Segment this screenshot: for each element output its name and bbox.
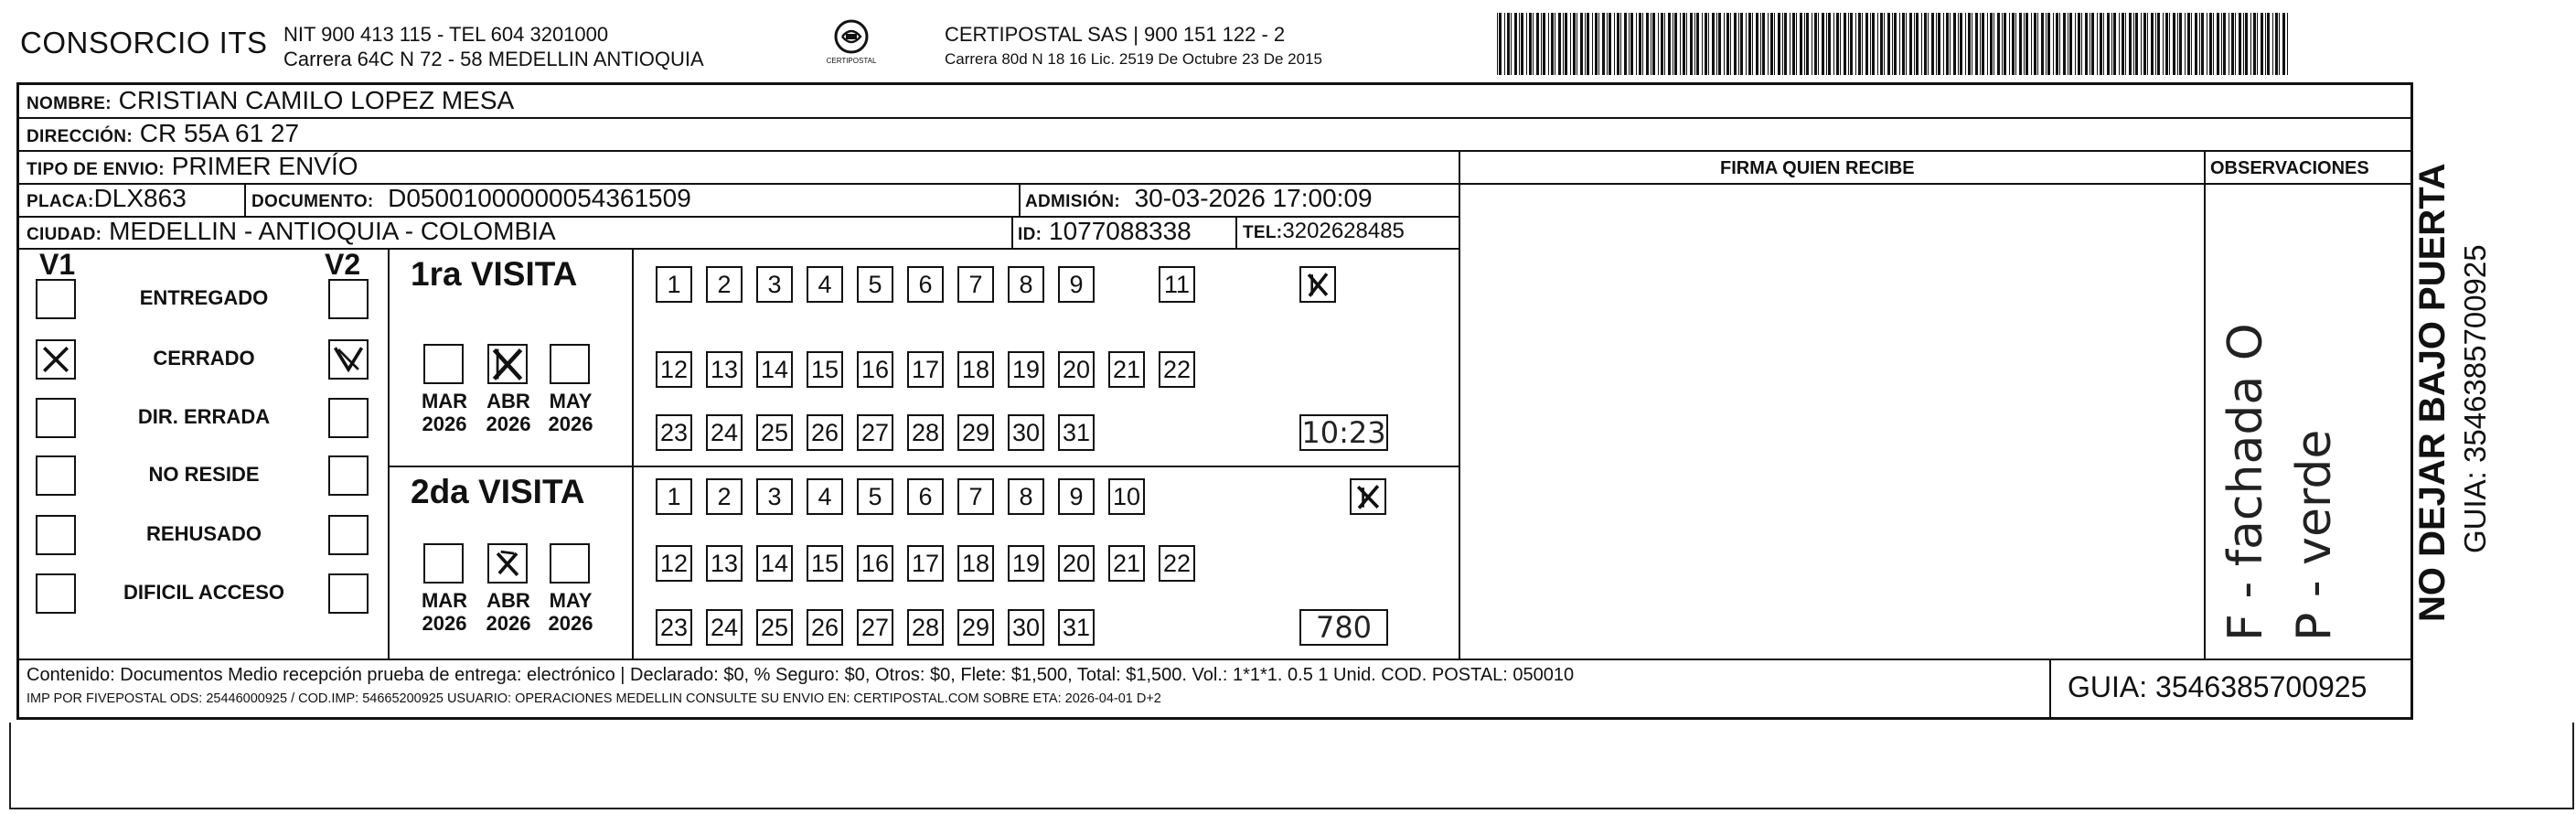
day-box[interactable]: 29 <box>957 609 994 646</box>
company-info <box>283 22 704 71</box>
month-name: MAR <box>421 390 468 412</box>
v2-checkbox[interactable] <box>328 339 369 380</box>
day-box[interactable]: 17 <box>907 545 944 582</box>
month-name: ABR <box>486 390 530 412</box>
observaciones-label: OBSERVACIONES <box>2210 158 2369 178</box>
day-box[interactable]: 13 <box>706 351 743 388</box>
day-box[interactable]: 26 <box>807 609 843 646</box>
month-checkbox[interactable] <box>423 344 464 384</box>
company-nit: NIT 900 413 115 - TEL 604 3201000 <box>283 23 609 46</box>
v1-checkbox[interactable] <box>36 279 76 319</box>
placa-field <box>27 184 187 213</box>
month-year: 2026 <box>422 612 467 635</box>
day-box[interactable]: 11 <box>1159 266 1195 303</box>
month-checkbox[interactable] <box>550 344 590 384</box>
day-box[interactable]: 9 <box>1058 266 1095 303</box>
month-label <box>476 589 540 635</box>
certipostal-logo-icon <box>818 16 884 75</box>
firma-quien-recibe-label: FIRMA QUIEN RECIBE <box>1720 158 1915 178</box>
day-box[interactable]: 20 <box>1058 545 1095 582</box>
month-year: 2026 <box>548 412 593 435</box>
v1-header: V1 <box>39 248 76 281</box>
cross-mark-icon <box>37 341 74 378</box>
tel-value: 3202628485 <box>1282 219 1405 243</box>
cross-mark-icon <box>1352 480 1384 513</box>
month-name: MAY <box>549 390 593 412</box>
logo-caption: CERTIPOSTAL <box>826 57 877 65</box>
tipo-envio-value: PRIMER ENVÍO <box>171 152 358 180</box>
day-box[interactable]: 18 <box>957 545 994 582</box>
day-box[interactable]: 23 <box>656 609 692 646</box>
month-name: MAR <box>421 589 468 612</box>
company-name: CONSORCIO ITS <box>20 26 268 59</box>
tel-field <box>1243 219 1405 244</box>
month-label <box>539 589 603 635</box>
side-guia: GUIA: 3546385700925 <box>2458 244 2492 553</box>
day-box[interactable]: 15 <box>807 545 843 582</box>
day-box[interactable]: 8 <box>1008 478 1044 515</box>
visit2-title: 2da VISITA <box>411 473 585 510</box>
day-box[interactable]: 3 <box>756 478 793 515</box>
nombre-label: NOMBRE: <box>27 94 112 113</box>
day-box[interactable]: 5 <box>857 266 893 303</box>
visit2-time: 780 <box>1315 610 1373 645</box>
day-box[interactable]: 6 <box>907 266 944 303</box>
admision-field <box>1025 184 1373 213</box>
status-option-label: DIFICIL ACCESO <box>123 581 284 604</box>
cross-mark-icon <box>489 346 526 382</box>
tipo-envio-field <box>27 152 358 181</box>
admision-value: 30-03-2026 17:00:09 <box>1134 184 1373 212</box>
certipostal-info <box>945 22 1322 71</box>
v1-checkbox[interactable] <box>36 339 76 380</box>
id-field <box>1018 217 1192 246</box>
v1-checkbox[interactable] <box>36 573 76 614</box>
status-option-label: REHUSADO <box>146 522 262 545</box>
month-checkbox[interactable] <box>550 543 590 584</box>
side-warning: NO DEJAR BAJO PUERTA <box>2412 163 2453 622</box>
status-option-label: DIR. ERRADA <box>137 405 271 428</box>
cross-mark-icon <box>1301 268 1334 301</box>
day-box[interactable]: 9 <box>1058 478 1095 515</box>
month-label <box>476 390 540 435</box>
day-box[interactable]: 15 <box>807 351 843 388</box>
day-box[interactable]: 16 <box>857 545 893 582</box>
ciudad-field <box>27 217 556 246</box>
month-name: MAY <box>549 589 593 612</box>
direccion-field <box>27 119 299 148</box>
day-box[interactable]: 14 <box>756 351 793 388</box>
month-name: ABR <box>486 589 530 612</box>
ciudad-value: MEDELLIN - ANTIOQUIA - COLOMBIA <box>109 217 556 245</box>
status-option-label: CERRADO <box>153 347 255 370</box>
day-box[interactable]: 27 <box>857 414 893 451</box>
v2-checkbox[interactable] <box>328 398 369 438</box>
day-box[interactable]: 20 <box>1058 351 1095 388</box>
nombre-field <box>27 86 514 115</box>
v1-checkbox[interactable] <box>36 455 76 496</box>
day-box[interactable]: 16 <box>857 351 893 388</box>
placa-label: PLACA: <box>27 192 94 211</box>
month-label <box>412 589 476 635</box>
day-box[interactable]: 22 <box>1159 545 1195 582</box>
day-box[interactable]: 7 <box>957 266 994 303</box>
visit1-time-box <box>1299 414 1388 451</box>
day-box[interactable]: 22 <box>1159 351 1195 388</box>
footer-content-line: Contenido: Documentos Medio recepción prueba de entrega: electrónico | Declarado: $0, % Seguro: $0, Otros: $0, Flete: $1,500, Total: $1,500. Vol.: 1*1*1. 0.5 1 Unid. COD. POSTAL: 050010 <box>27 665 1575 685</box>
check-mark-icon <box>330 341 367 378</box>
ciudad-label: CIUDAD: <box>27 225 102 244</box>
direccion-value: CR 55A 61 27 <box>139 119 300 147</box>
day-box[interactable]: 25 <box>756 414 793 451</box>
month-year: 2026 <box>422 412 467 435</box>
day-box[interactable]: 4 <box>807 266 843 303</box>
company-address: Carrera 64C N 72 - 58 MEDELLIN ANTIOQUIA <box>283 48 704 70</box>
day-box[interactable]: 13 <box>706 545 743 582</box>
day-box[interactable]: 10 <box>1108 478 1145 515</box>
v2-header: V2 <box>325 248 361 281</box>
day-box[interactable]: 4 <box>807 478 843 515</box>
day-box[interactable]: 31 <box>1058 609 1095 646</box>
day-box[interactable]: 14 <box>756 545 793 582</box>
day-box[interactable]: 1 <box>656 266 692 303</box>
placa-value: DLX863 <box>93 184 187 212</box>
footer-guia: GUIA: 3546385700925 <box>2068 670 2368 703</box>
visit1-time: 10:23 <box>1301 415 1386 450</box>
day-box[interactable]: 28 <box>907 414 944 451</box>
v2-checkbox[interactable] <box>328 515 369 555</box>
day-box[interactable]: 12 <box>656 351 692 388</box>
certipostal-license: Carrera 80d N 18 16 Lic. 2519 De Octubre 23 De 2015 <box>945 50 1322 68</box>
day-box[interactable]: 1 <box>656 478 692 515</box>
day-box[interactable]: 31 <box>1058 414 1095 451</box>
day-box[interactable]: 23 <box>656 414 692 451</box>
id-label: ID: <box>1018 225 1042 244</box>
id-value: 1077088338 <box>1049 217 1192 245</box>
day-box[interactable]: 24 <box>706 414 743 451</box>
visit1-title: 1ra VISITA <box>411 255 578 293</box>
day-box[interactable]: 19 <box>1008 351 1044 388</box>
day-box[interactable]: 30 <box>1008 414 1044 451</box>
day-box[interactable]: 27 <box>857 609 893 646</box>
footer-imp-line: IMP POR FIVEPOSTAL ODS: 25446000925 / COD.IMP: 54665200925 USUARIO: OPERACIONES MEDELLIN CONSULTE SU ENVIO EN: CERTIPOSTAL.COM SOBRE ETA: 2026-04-01 D+2 <box>27 691 1161 706</box>
month-year: 2026 <box>486 612 531 635</box>
documento-label: DOCUMENTO: <box>251 192 374 211</box>
status-option-label: NO RESIDE <box>148 463 260 486</box>
day-box[interactable]: 28 <box>907 609 944 646</box>
tel-label: TEL: <box>1243 223 1283 242</box>
v2-checkbox[interactable] <box>328 573 369 614</box>
v1-checkbox[interactable] <box>36 515 76 555</box>
day-box[interactable]: 12 <box>656 545 692 582</box>
documento-field <box>251 184 691 213</box>
day-box[interactable]: 17 <box>907 351 944 388</box>
month-checkbox[interactable] <box>487 543 528 584</box>
day-box[interactable]: 26 <box>807 414 843 451</box>
v1-checkbox[interactable] <box>36 398 76 438</box>
nombre-value: CRISTIAN CAMILO LOPEZ MESA <box>118 86 515 114</box>
month-checkbox[interactable] <box>487 344 528 384</box>
cross-mark-icon <box>489 545 526 582</box>
day-box[interactable]: 21 <box>1108 351 1145 388</box>
certipostal-nit: CERTIPOSTAL SAS | 900 151 122 - 2 <box>945 23 1286 46</box>
month-label <box>539 390 603 435</box>
day-box[interactable]: 18 <box>957 351 994 388</box>
barcode <box>1497 13 2288 75</box>
visit2-day-11[interactable] <box>1350 478 1386 515</box>
v2-checkbox[interactable] <box>328 455 369 496</box>
day-box[interactable]: 25 <box>756 609 793 646</box>
label-outer-border <box>9 723 2574 809</box>
delivery-form <box>16 82 2413 720</box>
direccion-label: DIRECCIÓN: <box>27 127 133 146</box>
month-label <box>412 390 476 435</box>
day-box[interactable]: 19 <box>1008 545 1044 582</box>
day-box[interactable]: 6 <box>907 478 944 515</box>
day-box[interactable]: 8 <box>1008 266 1044 303</box>
day-box[interactable]: 21 <box>1108 545 1145 582</box>
tipo-envio-label: TIPO DE ENVIO: <box>27 160 165 179</box>
day-box[interactable]: 2 <box>706 478 743 515</box>
day-box[interactable]: 24 <box>706 609 743 646</box>
observaciones-note-2: P - verde <box>2287 429 2342 641</box>
status-option-label: ENTREGADO <box>139 286 269 309</box>
day-box[interactable]: 3 <box>756 266 793 303</box>
month-checkbox[interactable] <box>423 543 464 584</box>
day-box[interactable]: 29 <box>957 414 994 451</box>
month-year: 2026 <box>548 612 593 635</box>
day-box[interactable]: 30 <box>1008 609 1044 646</box>
documento-value: D05001000000054361509 <box>388 184 691 212</box>
admision-label: ADMISIÓN: <box>1025 192 1121 211</box>
observaciones-note-1: F - fachada O <box>2218 323 2273 641</box>
day-box[interactable]: 7 <box>957 478 994 515</box>
day-box[interactable]: 5 <box>857 478 893 515</box>
visit2-time-box <box>1299 609 1388 646</box>
day-box[interactable]: 2 <box>706 266 743 303</box>
visit1-day-10[interactable] <box>1299 266 1336 303</box>
v2-checkbox[interactable] <box>328 279 369 319</box>
month-year: 2026 <box>486 412 531 435</box>
